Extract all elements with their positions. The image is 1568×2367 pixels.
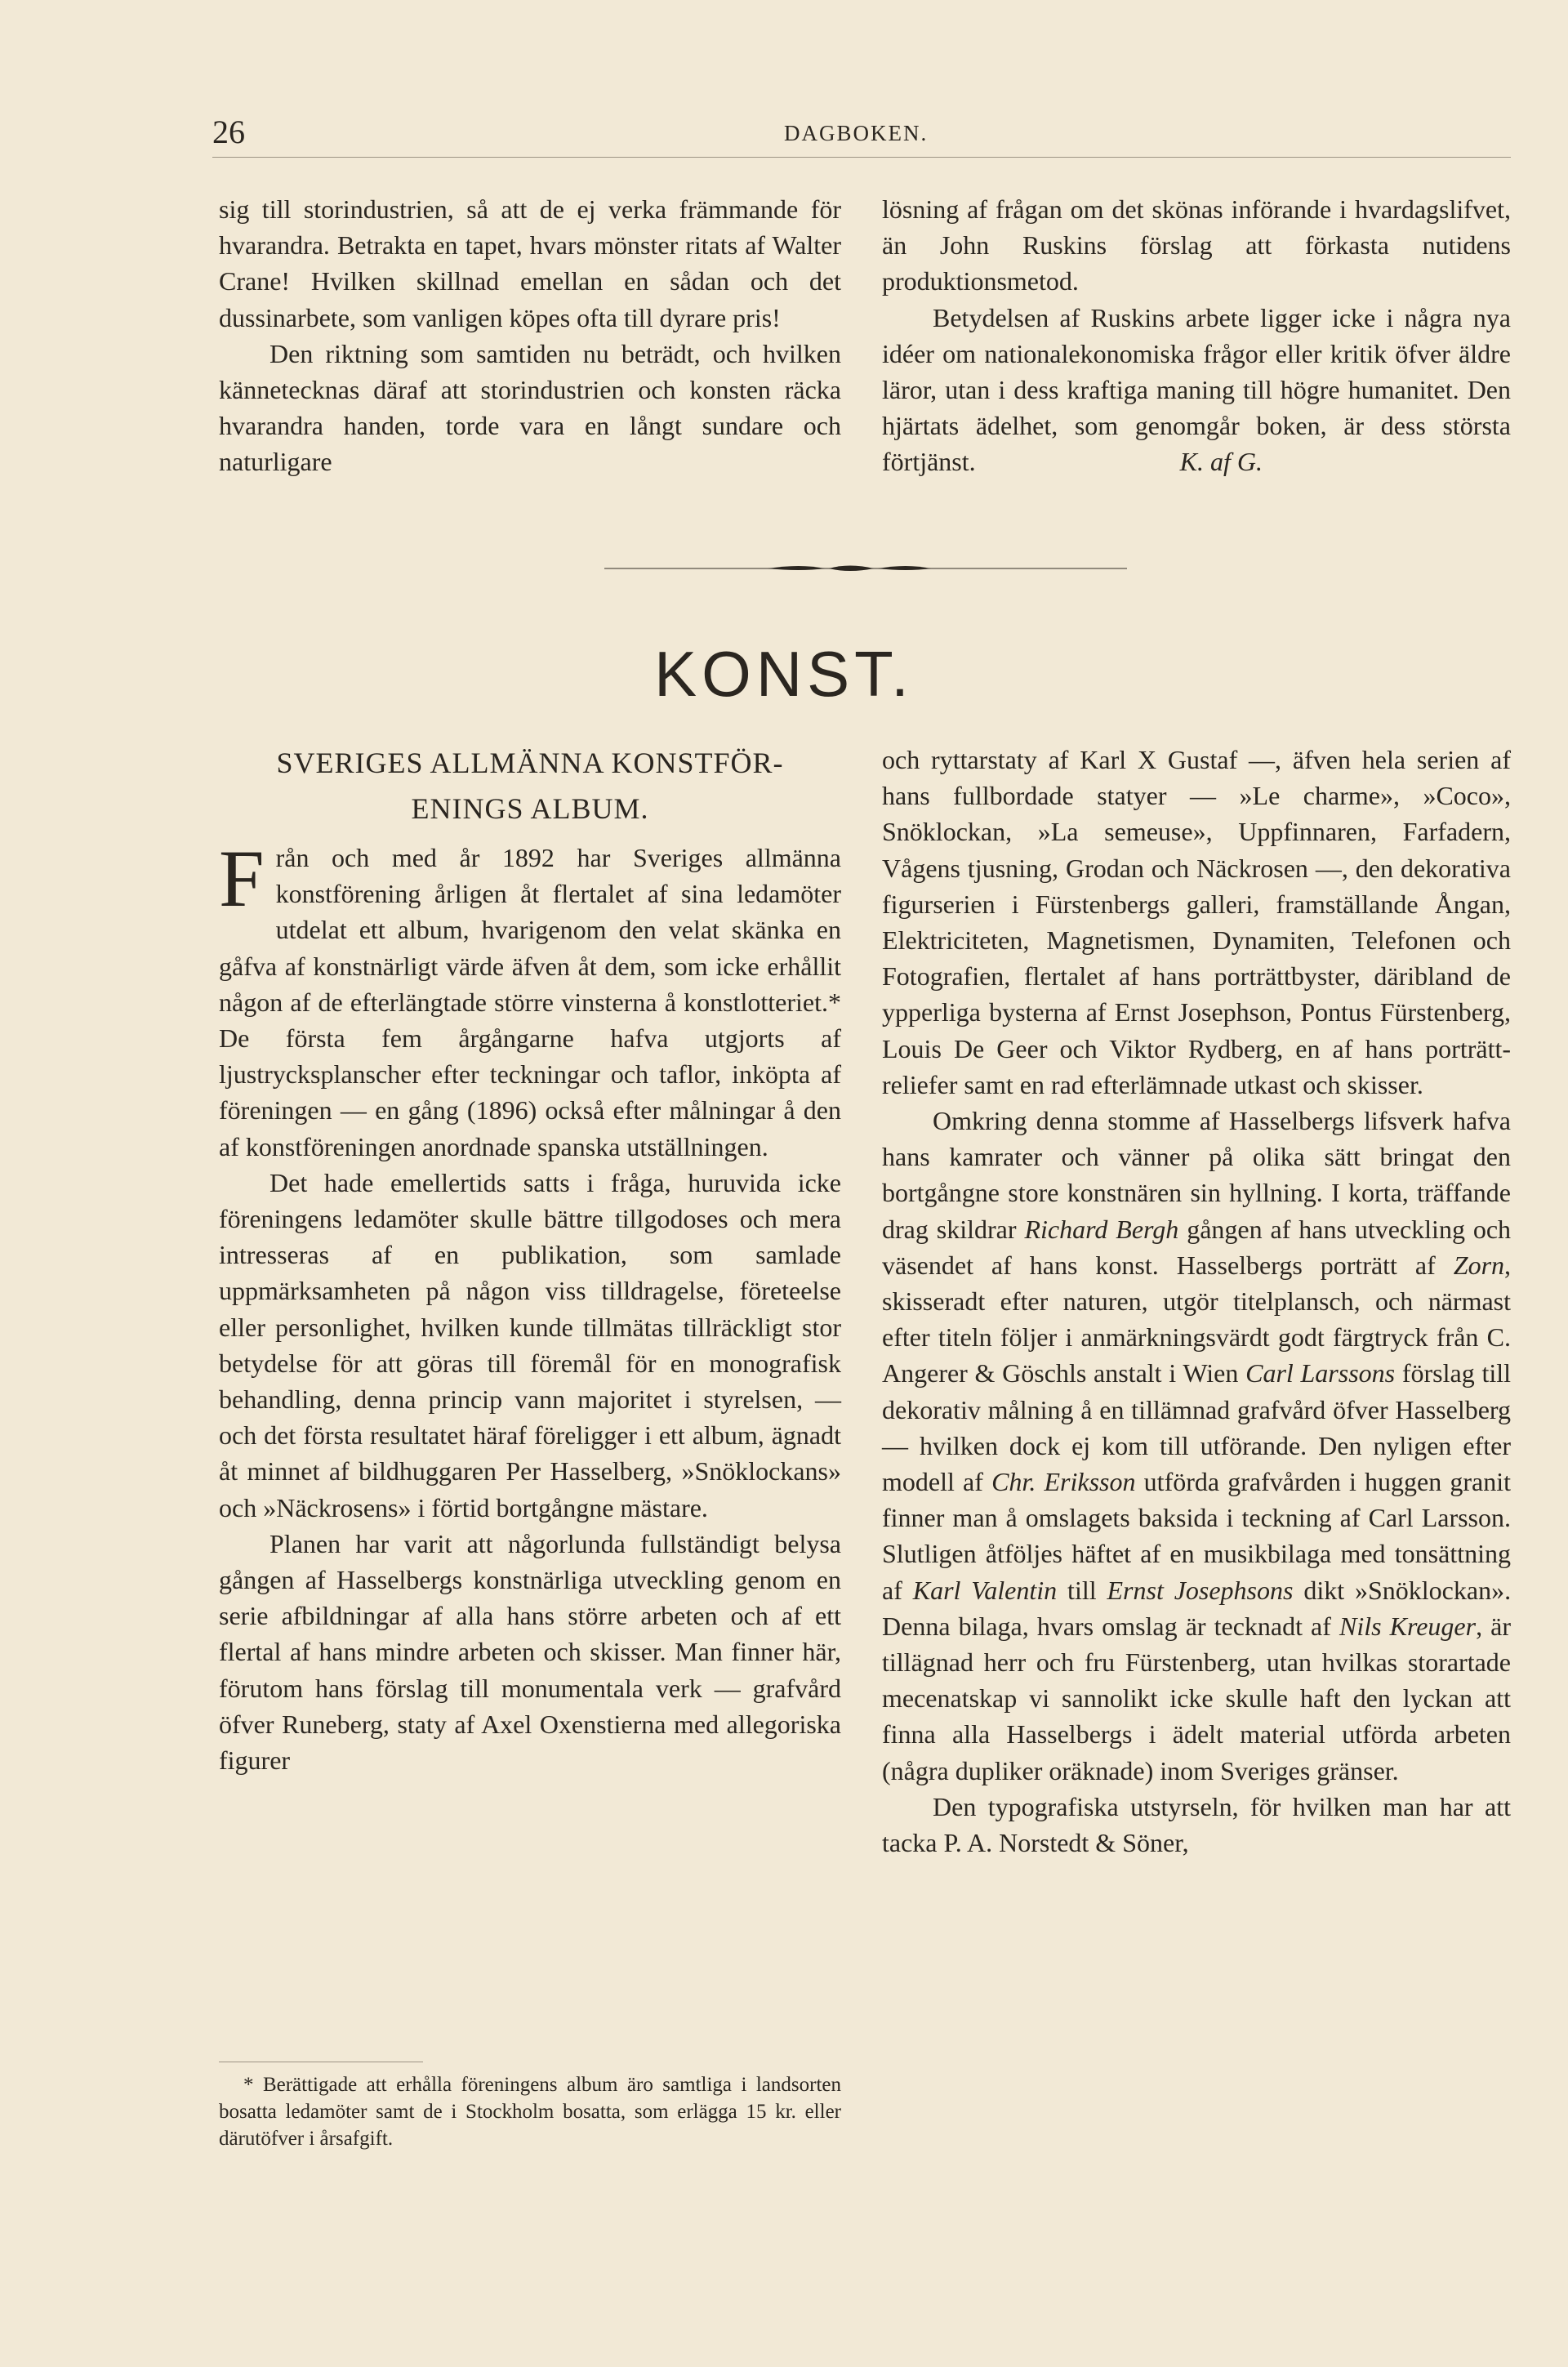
header-rule (212, 157, 1511, 158)
paragraph: Den typografiska utstyrseln, för hvilken man har att tacka P. A. Norstedt & Söner, (882, 1791, 1511, 1858)
text: , skisseradt efter naturen, utgör titelplansch, och närmast efter titeln följer i anmärkningsvärdt godt färgtryck från C. Angerer & Göschls anstalt i Wien (882, 1250, 1512, 1389)
person-name: Ernst Josephsons (1107, 1575, 1294, 1605)
running-title: DAGBOKEN. (784, 121, 929, 145)
text: utförda grafvården i huggen granit finner man å omslagets baksida i teckning af Carl Larsson. Slutligen åtföljes häftet af en musikbilaga med tonsättning af (882, 1467, 1512, 1605)
paragraph-text: rån och med år 1892 har Sveriges allmänna konstförening årligen åt flertalet af sina ledamöter utdelat ett album, hvarigenom den velat skänka en gåfva af konstnärligt värde äfven åt dem, som icke erhållit någon af de efterlängtade större vinsterna å konstlotteriet.* De första fem årgångarne hafva utgjorts af ljustrycksplanscher efter teckningar och taflor, inköpta af föreningen — en gång (1896) också efter målningar å den af konstföreningen anordnade spanska utställningen. (219, 843, 841, 1161)
ornament-divider (604, 559, 1127, 578)
person-name: Karl Valentin (912, 1575, 1058, 1605)
drop-cap: F (219, 833, 265, 924)
text: till (1067, 1575, 1097, 1605)
page-number: 26 (212, 114, 245, 150)
text: , är tillägnad herr och fru Fürstenberg, utan hvilkas storartade mecenatskap vi sannolikt icke skulle haft den lyckan att finna alla Hasselbergs i ädelt material utförda arbeten (några dupliker oräknade) inom Sveriges gränser. (882, 1611, 1512, 1785)
signature: K. af G. (1179, 447, 1263, 477)
footnote (219, 2071, 841, 2152)
top-left-column (219, 191, 841, 480)
paragraph: och ryttarstaty af Karl X Gustaf —, äfven hela serien af hans fullbordade statyer — »Le charme», »Coco», Snöklockan, »La semeuse», Uppfinnaren, Farfadern, Vågens tjusning, Grodan och Näckrosen —, den dekorativa figurserien i Fürstenbergs galleri, framställande Ångan, Elektriciteten, Magnetismen, Dynamiten, Telefonen och Fotografien, flertalet af hans porträttbyster, däribland de ypperliga bysterna af Ernst Josephson, Pontus Fürstenberg, Louis De Geer och Viktor Rydberg, en af hans porträtt-reliefer samt en rad efterlämnade utkast och skisser. (882, 745, 1511, 1099)
paragraph: Det hade emellertids satts i fråga, huruvida icke föreningens ledamöter skulle bättre tillgodoses och mera intresseras af en publikation, som samlade uppmärksamheten på någon viss tilldragelse, företeelse eller personlighet, hvilken kunde tillmätas tillräckligt stor betydelse för att göras till föremål för en monografisk behandling, denna princip vann majoritet i styrelsen, — och det första resultatet häraf föreligger i ett album, ägnadt åt minnet af bildhuggaren Per Hasselberg, »Snöklockans» och »Näckrosens» i förtid bortgångne mästare. (219, 1167, 841, 1522)
paragraph: sig till storindustrien, så att de ej verka främmande för hvarandra. Betrakta en tapet, hvars mönster ritats af Walter Crane! Hvilken skillnad emellan en sådan och det dussinarbete, som vanligen köpes ofta till dyrare pris! (219, 194, 841, 332)
article-title-line: SVERIGES ALLMÄNNA KONSTFÖR- (276, 747, 784, 779)
footnote-text: * Berättigade att erhålla föreningens album äro samtliga i landsorten bosatta ledamöter samt de i Stockholm bosatta, som erlägga 15 kr. eller därutöfver i årsafgift. (219, 2074, 841, 2150)
paragraph: Den riktning som samtiden nu beträdt, och hvilken kännetecknas däraf att storindustrien och konsten räcka hvarandra handen, torde vara en långt sundare och naturligare (219, 338, 841, 477)
paragraph-text: Betydelsen af Ruskins arbete ligger icke i några nya idéer om nationalekonomiska frågor eller kritik öfver äldre läror, utan i dess kraftiga maning till högre humanitet. Den hjärtats ädelhet, som genomgår boken, är dess största förtjänst. (882, 302, 1511, 477)
running-head (212, 113, 1519, 162)
person-name: Richard Bergh (1024, 1214, 1179, 1244)
person-name: Nils Kreuger (1339, 1611, 1477, 1641)
person-name: Chr. Eriksson (991, 1467, 1136, 1497)
text: dikt »Snöklockan». Denna bilaga, hvars omslag är tecknadt af (882, 1575, 1512, 1641)
text: gången af hans utveckling och väsendet af hans konst. Hasselbergs porträtt af (882, 1214, 1512, 1280)
bottom-right-column (882, 742, 1511, 1861)
section-title: KONST. (654, 638, 914, 710)
text: Omkring denna stomme af Hasselbergs lifsverk hafva hans kamrater och vänner på olika sätt bringat den bortgångne store konstnären sin hyllning. I korta, träffande drag skildrar (882, 1106, 1511, 1244)
paragraph (882, 1103, 1511, 1789)
paragraph (882, 300, 1511, 480)
person-name: Zorn (1453, 1250, 1505, 1280)
top-right-column (882, 191, 1511, 480)
article-title-line: ENINGS ALBUM. (411, 792, 649, 825)
paragraph (219, 833, 841, 1165)
paragraph: lösning af frågan om det skönas införande i hvardagslifvet, än John Ruskins förslag att förkasta nutidens produktionsmetod. (882, 194, 1511, 296)
person-name: Carl Larssons (1245, 1358, 1396, 1389)
paragraph: Planen har varit att någorlunda fullständigt belysa gången af Hasselbergs konstnärliga utveckling genom en serie afbildningar af alla hans större arbeten och af ett flertal af hans mindre arbeten och skisser. Man finner här, förutom hans förslag till monumentala verk — grafvård öfver Runeberg, staty af Axel Oxenstierna med allegoriska figurer (219, 1528, 841, 1776)
text: förslag till dekorativ målning å en tillämnad grafvård öfver Hasselberg — hvilken dock ej kom till utförande. Den nyligen efter modell af (882, 1358, 1512, 1497)
bottom-left-column (219, 833, 841, 1778)
article-title (219, 740, 841, 831)
